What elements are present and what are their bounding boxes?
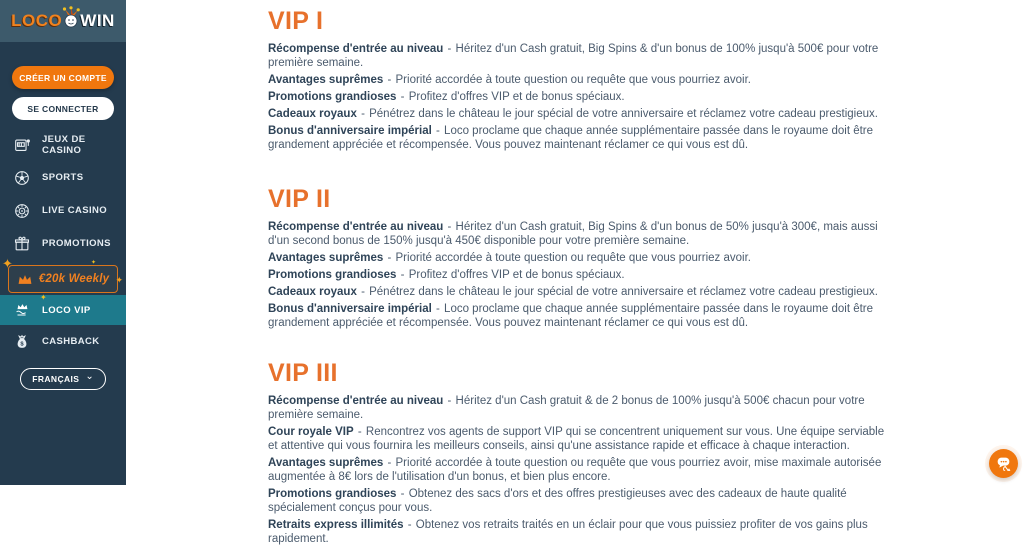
benefit-item: Récompense d'entrée au niveau - Héritez d'un Cash gratuit, Big Spins & d'un bonus de 100% jusqu'à 500€ pour votre première semaine. bbox=[268, 43, 879, 69]
language-label: FRANÇAIS bbox=[32, 374, 80, 384]
sparkle-icon: ✦ bbox=[2, 256, 13, 271]
logo-text-loco: LOCO bbox=[11, 11, 63, 30]
benefit-item: Promotions grandioses - Obtenez des sacs d'ors et des offres prestigieuses avec des cadeaux de haute qualité spécialement conçus pour vous. bbox=[268, 488, 847, 514]
benefit-item: Cadeaux royaux - Pénétrez dans le château le jour spécial de votre anniversaire et réclamez votre cadeau prestigieux. bbox=[268, 286, 878, 298]
sparkle-icon: ✦ bbox=[115, 275, 123, 285]
weekly-banner-wrap bbox=[2, 256, 123, 302]
weekly-banner-label: €20k Weekly bbox=[38, 273, 110, 285]
sidebar-item-label: PROMOTIONS bbox=[42, 238, 111, 249]
sidebar-item-casino-games[interactable] bbox=[0, 128, 126, 161]
sidebar-item-label: CASHBACK bbox=[42, 336, 100, 347]
benefit-item: Cour royale VIP - Rencontrez vos agents de support VIP qui se concentrent uniquement sur vous. Une équipe serviable et attentive qui vous fournira les meilleurs conseils, ainsi qu'une assistance rapide et efficace à chaque interaction. bbox=[268, 426, 885, 452]
weekly-promo-banner[interactable] bbox=[8, 265, 118, 293]
money-bag-icon bbox=[13, 333, 31, 351]
jester-icon bbox=[61, 6, 81, 30]
benefit-item: Promotions grandioses - Profitez d'offres VIP et de bonus spéciaux. bbox=[268, 269, 625, 281]
sidebar-item-loco-vip[interactable] bbox=[0, 295, 126, 325]
live-chat-button[interactable] bbox=[989, 449, 1018, 478]
benefit-item: Cadeaux royaux - Pénétrez dans le château le jour spécial de votre anniversaire et réclamez votre cadeau prestigieux. bbox=[268, 108, 878, 120]
vip-section-1 bbox=[268, 8, 892, 152]
sidebar-item-cashback[interactable] bbox=[0, 325, 126, 358]
sidebar-item-label: SPORTS bbox=[42, 172, 84, 183]
vip-section-3 bbox=[268, 360, 892, 546]
svg-text:$: $ bbox=[20, 341, 24, 348]
benefit-item: Avantages suprêmes - Priorité accordée à toute question ou requête que vous pourriez avoir. bbox=[268, 74, 751, 86]
sidebar-item-label: LIVE CASINO bbox=[42, 205, 108, 216]
sidebar-item-promotions[interactable] bbox=[0, 227, 126, 260]
logo-text-win: WIN bbox=[80, 11, 115, 30]
crown-icon bbox=[17, 273, 33, 286]
slot-machine-icon bbox=[13, 136, 31, 154]
vip1-title: VIP I bbox=[268, 7, 324, 35]
create-account-button[interactable]: CRÉER UN COMPTE bbox=[12, 66, 114, 89]
benefit-item: Récompense d'entrée au niveau - Héritez d'un Cash gratuit & de 2 bonus de 100% jusqu'à 500€ chacun pour votre première semaine. bbox=[268, 395, 865, 421]
soccer-ball-icon bbox=[13, 169, 31, 187]
benefit-item: Bonus d'anniversaire impérial - Loco proclame que chaque année supplémentaire passée dans le royaume doit être grandement appréciée et récompensée. Vous pouvez maintenant réclamer ce qui vous est dû. bbox=[268, 125, 874, 151]
sidebar-item-label: LOCO VIP bbox=[42, 304, 91, 316]
vip3-title: VIP III bbox=[268, 359, 338, 387]
sidebar-menu-secondary bbox=[0, 295, 126, 358]
sidebar-item-label: JEUX DE CASINO bbox=[42, 133, 86, 156]
vip-section-2 bbox=[268, 186, 892, 330]
vip-levels-content bbox=[268, 8, 892, 549]
sidebar-menu bbox=[0, 128, 126, 260]
logo[interactable] bbox=[0, 0, 126, 42]
benefit-item: Bonus d'anniversaire impérial - Loco proclame que chaque année supplémentaire passée dans le royaume doit être grandement appréciée et récompensée. Vous pouvez maintenant réclamer ce qui vous est dû. bbox=[268, 303, 874, 329]
casino-chip-icon bbox=[13, 202, 31, 220]
benefit-item: Promotions grandioses - Profitez d'offres VIP et de bonus spéciaux. bbox=[268, 91, 625, 103]
chat-bubble-icon bbox=[995, 456, 1012, 471]
benefit-item: Avantages suprêmes - Priorité accordée à toute question ou requête que vous pourriez avoir, mise maximale autorisée augmentée à 8€ lors de l'utilisation d'un bonus, et bien plus encore. bbox=[268, 457, 882, 483]
benefit-item: Récompense d'entrée au niveau - Héritez d'un Cash gratuit, Big Spins & d'un bonus de 50% jusqu'à 300€, mais aussi d'un second bonus de 150% jusqu'à 450€ disponible pour votre première semaine. bbox=[268, 221, 878, 247]
gift-icon bbox=[13, 235, 31, 253]
sparkle-icon: ✦ bbox=[90, 260, 96, 266]
language-selector[interactable] bbox=[20, 368, 106, 390]
vip-crown-hand-icon bbox=[13, 301, 31, 319]
benefit-item: Avantages suprêmes - Priorité accordée à toute question ou requête que vous pourriez avoir. bbox=[268, 252, 751, 264]
chevron-down-icon: ⌄ bbox=[85, 371, 94, 382]
sidebar bbox=[0, 0, 126, 485]
vip2-title: VIP II bbox=[268, 185, 331, 213]
benefit-item: Retraits express illimités - Obtenez vos retraits traités en un éclair pour que vous puissiez profiter de vos gains plus rapidement. bbox=[268, 519, 868, 545]
sidebar-item-sports[interactable] bbox=[0, 161, 126, 194]
login-button[interactable]: SE CONNECTER bbox=[12, 97, 114, 120]
sparkle-icon: ✦ bbox=[40, 293, 47, 302]
sidebar-item-live-casino[interactable] bbox=[0, 194, 126, 227]
